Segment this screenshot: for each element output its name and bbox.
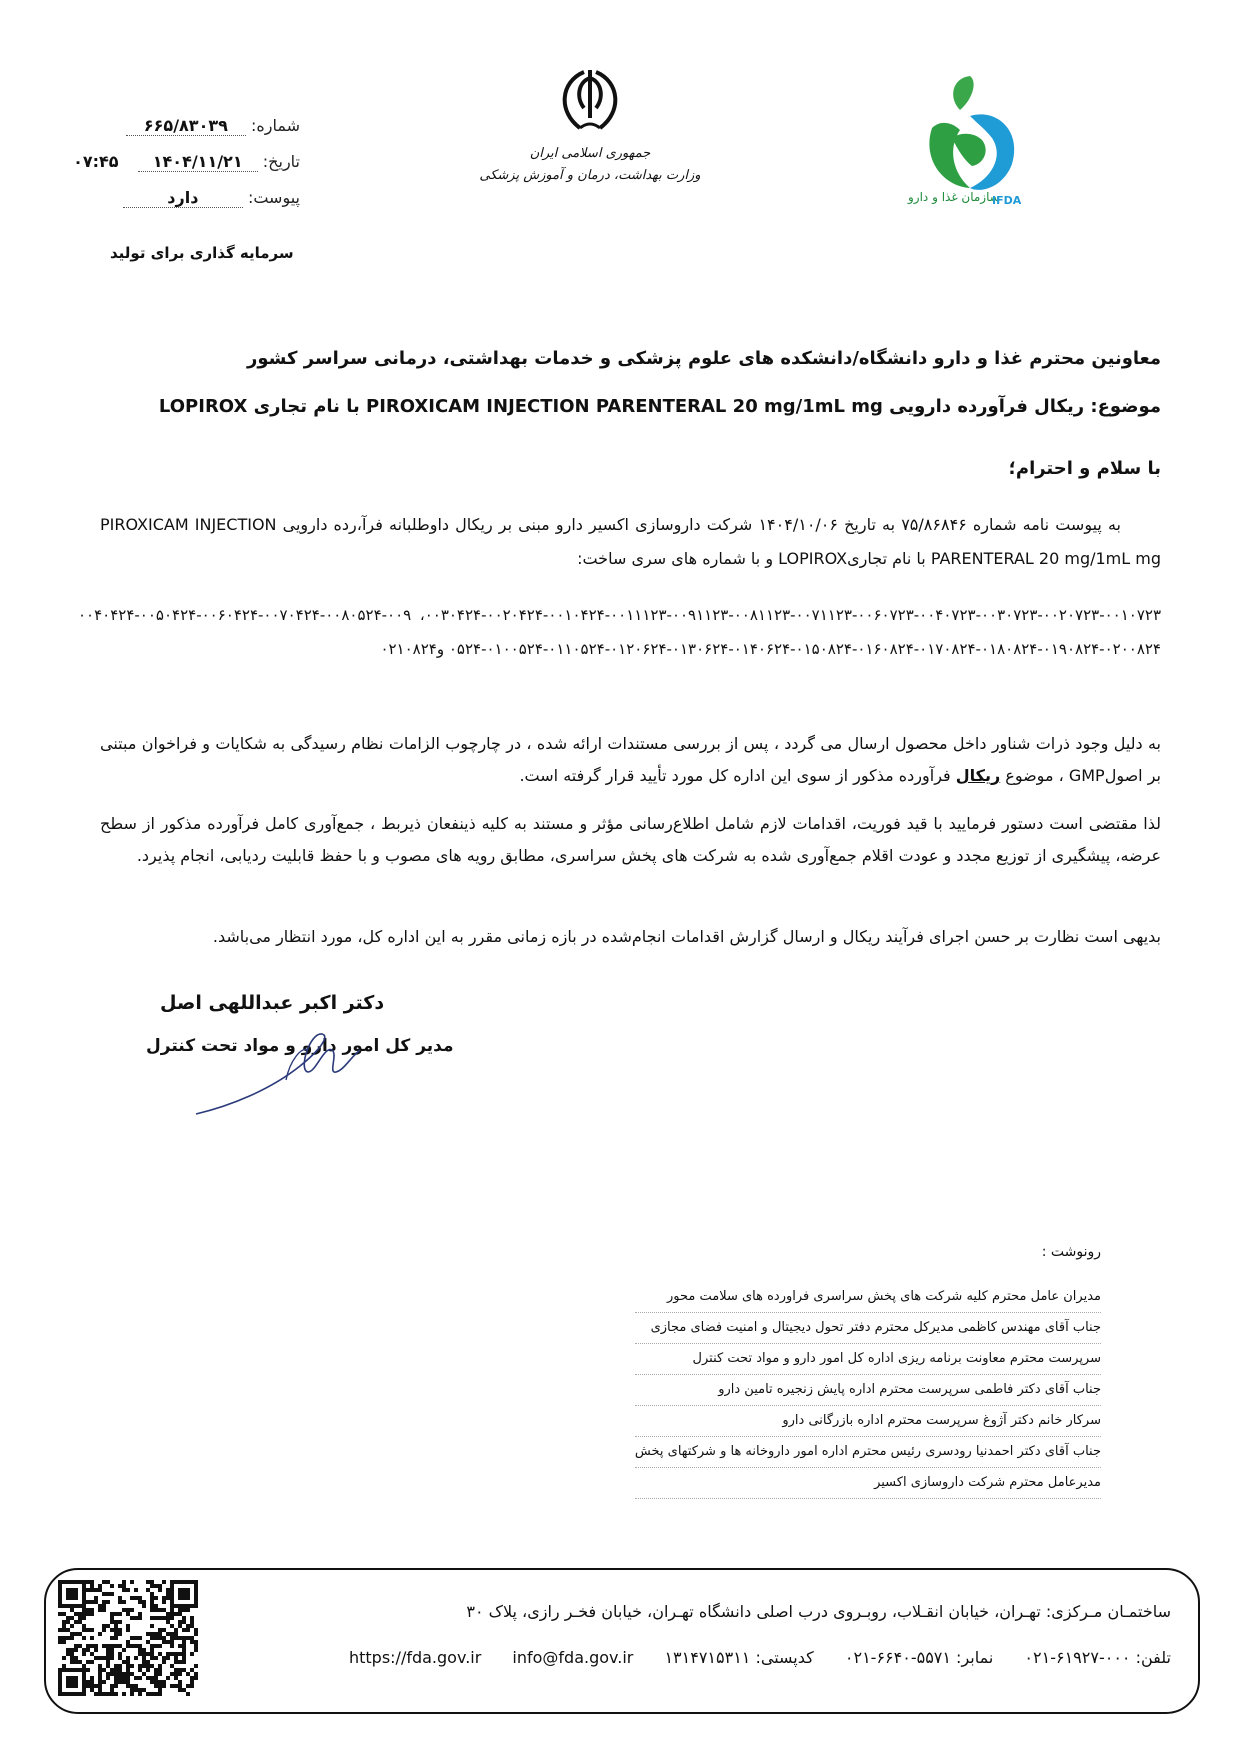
emblem-line2: وزارت بهداشت، درمان و آموزش پزشکی	[479, 168, 701, 183]
paragraph-3: لذا مقتضی است دستور فرمایید با قید فوریت، اقدامات لازم شامل اطلاع‌رسانی مؤثر و مستند به کلیه ذینفعان ذیربط ، جمع‌آوری کامل فرآورده مذکور از سطح عرضه، پیشگیری از توزیع مجدد و عودت اقلام جمع‌آوری شده به شرکت های پخش سراسری، مطابق رویه های مصوب و با حفظ قابلیت ردیابی، انجام پذیرد.	[100, 814, 1161, 865]
number-value: ۶۶۵/۸۳۰۳۹	[126, 116, 246, 136]
recall-term: ریکال	[955, 766, 1001, 785]
iran-emblem	[479, 68, 701, 208]
slogan: سرمایه گذاری برای تولید	[110, 244, 294, 262]
ifda-logo-abbr: IFDA	[992, 194, 1022, 207]
attachment-value: دارد	[123, 188, 243, 208]
signatory-title: مدیر کل امور دارو و مواد تحت کنترل	[146, 1036, 454, 1056]
attachment-row	[123, 188, 300, 208]
footer-address: ساختمـان مـرکزی: تهـران، خیابان انقـلاب، روبـروی درب اصلی دانشگاه تهـران، خیابان فخـر رازی، پلاک ۳۰	[466, 1602, 1171, 1621]
footer-box	[44, 1568, 1200, 1714]
recipient: معاونین محترم غذا و دارو دانشگاه/دانشکده های علوم پزشکی و خدمات بهداشتی، درمانی سراسر کشور	[247, 348, 1161, 369]
date-value: ۱۴۰۴/۱۱/۲۱	[138, 152, 258, 172]
qr-code-icon[interactable]	[58, 1580, 200, 1698]
paragraph-2-text-b: ، موضوع	[1000, 766, 1069, 785]
cc-item: مدیران عامل محترم کلیه شرکت های پخش سراسری فراورده های سلامت محور	[635, 1282, 1101, 1313]
ifda-logo-persian: سازمان غذا و دارو	[908, 190, 1000, 204]
footer-postal: کدپستی: ۱۳۱۴۷۱۵۳۱۱	[664, 1648, 814, 1667]
footer-fax: نمابر: ۵۵۷۱-۶۶۴۰-۰۲۱	[844, 1648, 994, 1667]
cc-item: مدیرعامل محترم شرکت داروسازی اکسیر	[635, 1468, 1101, 1499]
emblem-line1: جمهوری اسلامی ایران	[529, 146, 651, 161]
footer-contacts	[323, 1648, 1171, 1667]
number-label: شماره:	[250, 116, 300, 135]
paragraph-2-text-c: فرآورده مذکور از سوی این اداره کل مورد تأیید قرار گرفته است.	[519, 766, 956, 785]
cc-item: جناب آقای دکتر فاطمی سرپرست محترم اداره پایش زنجیره تامین دارو	[635, 1375, 1101, 1406]
batch-numbers: ۰۰۳۰۴۲۴-۰۰۲۰۴۲۴-۰۰۱۰۴۲۴-۰۰۱۱۱۲۳-۰۰۹۱۱۲۳-۰۰۸۱۱۲۳-۰۰۷۱۱۲۳-۰۰۶۰۷۲۳-۰۰۴۰۷۲۳-۰۰۳۰۷۲۳-۰۰۲۰۷۲۳-۰۰۱۰۷۲۳، ۰۰۴۰۴۲۴-۰۰۵۰۴۲۴-۰۰۶۰۴۲۴-۰۰۷۰۴۲۴-۰۰۸۰۵۲۴-۰۰۹۰۵۲۴-۰۱۰۰۵۲۴-۰۱۱۰۵۲۴-۰۱۲۰۶۲۴-۰۱۳۰۶۲۴-۰۱۴۰۶۲۴-۰۱۵۰۸۲۴-۰۱۶۰۸۲۴-۰۱۷۰۸۲۴-۰۱۸۰۸۲۴-۰۱۹۰۸۲۴-۰۲۰۰۸۲۴ و۰۲۱۰۸۲۴	[78, 606, 1161, 658]
greeting: با سلام و احترام؛	[1008, 458, 1161, 479]
paragraph-2	[100, 728, 1161, 792]
cc-item: جناب آقای مهندس کاظمی مدیرکل محترم دفتر تحول دیجیتال و امنیت فضای مجازی	[635, 1313, 1101, 1344]
subject: موضوع: ریکال فرآورده دارویی PIROXICAM INJECTION PARENTERAL 20 mg/1mL mg با نام تجاری LOPIROX	[158, 396, 1161, 417]
footer-email[interactable]: info@fda.gov.ir	[512, 1648, 634, 1667]
date-label: تاریخ:	[262, 152, 300, 171]
date-row	[73, 152, 300, 172]
cc-list	[635, 1282, 1101, 1499]
cc-item: سرپرست محترم معاونت برنامه ریزی اداره کل امور دارو و مواد تحت کنترل	[635, 1344, 1101, 1375]
cc-item: جناب آقای دکتر احمدنیا رودسری رئیس محترم اداره امور داروخانه ها و شرکتهای پخش	[635, 1437, 1101, 1468]
time-value: ۰۷:۴۵	[73, 152, 119, 171]
handwritten-signature	[190, 1010, 370, 1120]
number-row	[126, 116, 300, 136]
ifda-logo	[908, 68, 1030, 218]
footer-website[interactable]: https://fda.gov.ir	[348, 1648, 482, 1667]
emblem-icon	[550, 68, 630, 138]
letter-meta	[40, 116, 300, 256]
gmp-term: GMP	[1068, 766, 1105, 785]
cc-item: سرکار خانم دکتر آژوغ سرپرست محترم اداره بازرگانی دارو	[635, 1406, 1101, 1437]
paragraph-2-text: به دلیل وجود ذرات شناور داخل محصول ارسال می گردد ، پس از بررسی مستندات ارائه شده ، در چارچوب الزامات نظام رسیدگی به شکایات و فراخوان مبتنی بر اصول	[100, 734, 1161, 785]
cc-title: رونوشت :	[1041, 1244, 1101, 1260]
paragraph-1: به پیوست نامه شماره ۷۵/۸۶۸۴۶ به تاریخ ۱۴۰۴/۱۰/۰۶ شرکت داروسازی اکسیر دارو مبنی بر ریکال داوطلبانه فرآ،رده دارویی PIROXICAM INJECTION PARENTERAL 20 mg/1mL mg با نام تجاریLOPIROX و با شماره های سری ساخت:	[100, 515, 1161, 568]
footer-phone: تلفن: ۰۰۰-۶۱۹۲۷-۰۲۱	[1024, 1648, 1171, 1667]
paragraph-4: بدیهی است نظارت بر حسن اجرای فرآیند ریکال و ارسال گزارش اقدامات انجام‌شده در بازه زمانی مقرر به این اداره کل، مورد انتظار می‌باشد.	[212, 927, 1161, 946]
attachment-label: پیوست:	[247, 188, 300, 207]
signatory-name: دکتر اکبر عبداللهی اصل	[160, 992, 385, 1014]
